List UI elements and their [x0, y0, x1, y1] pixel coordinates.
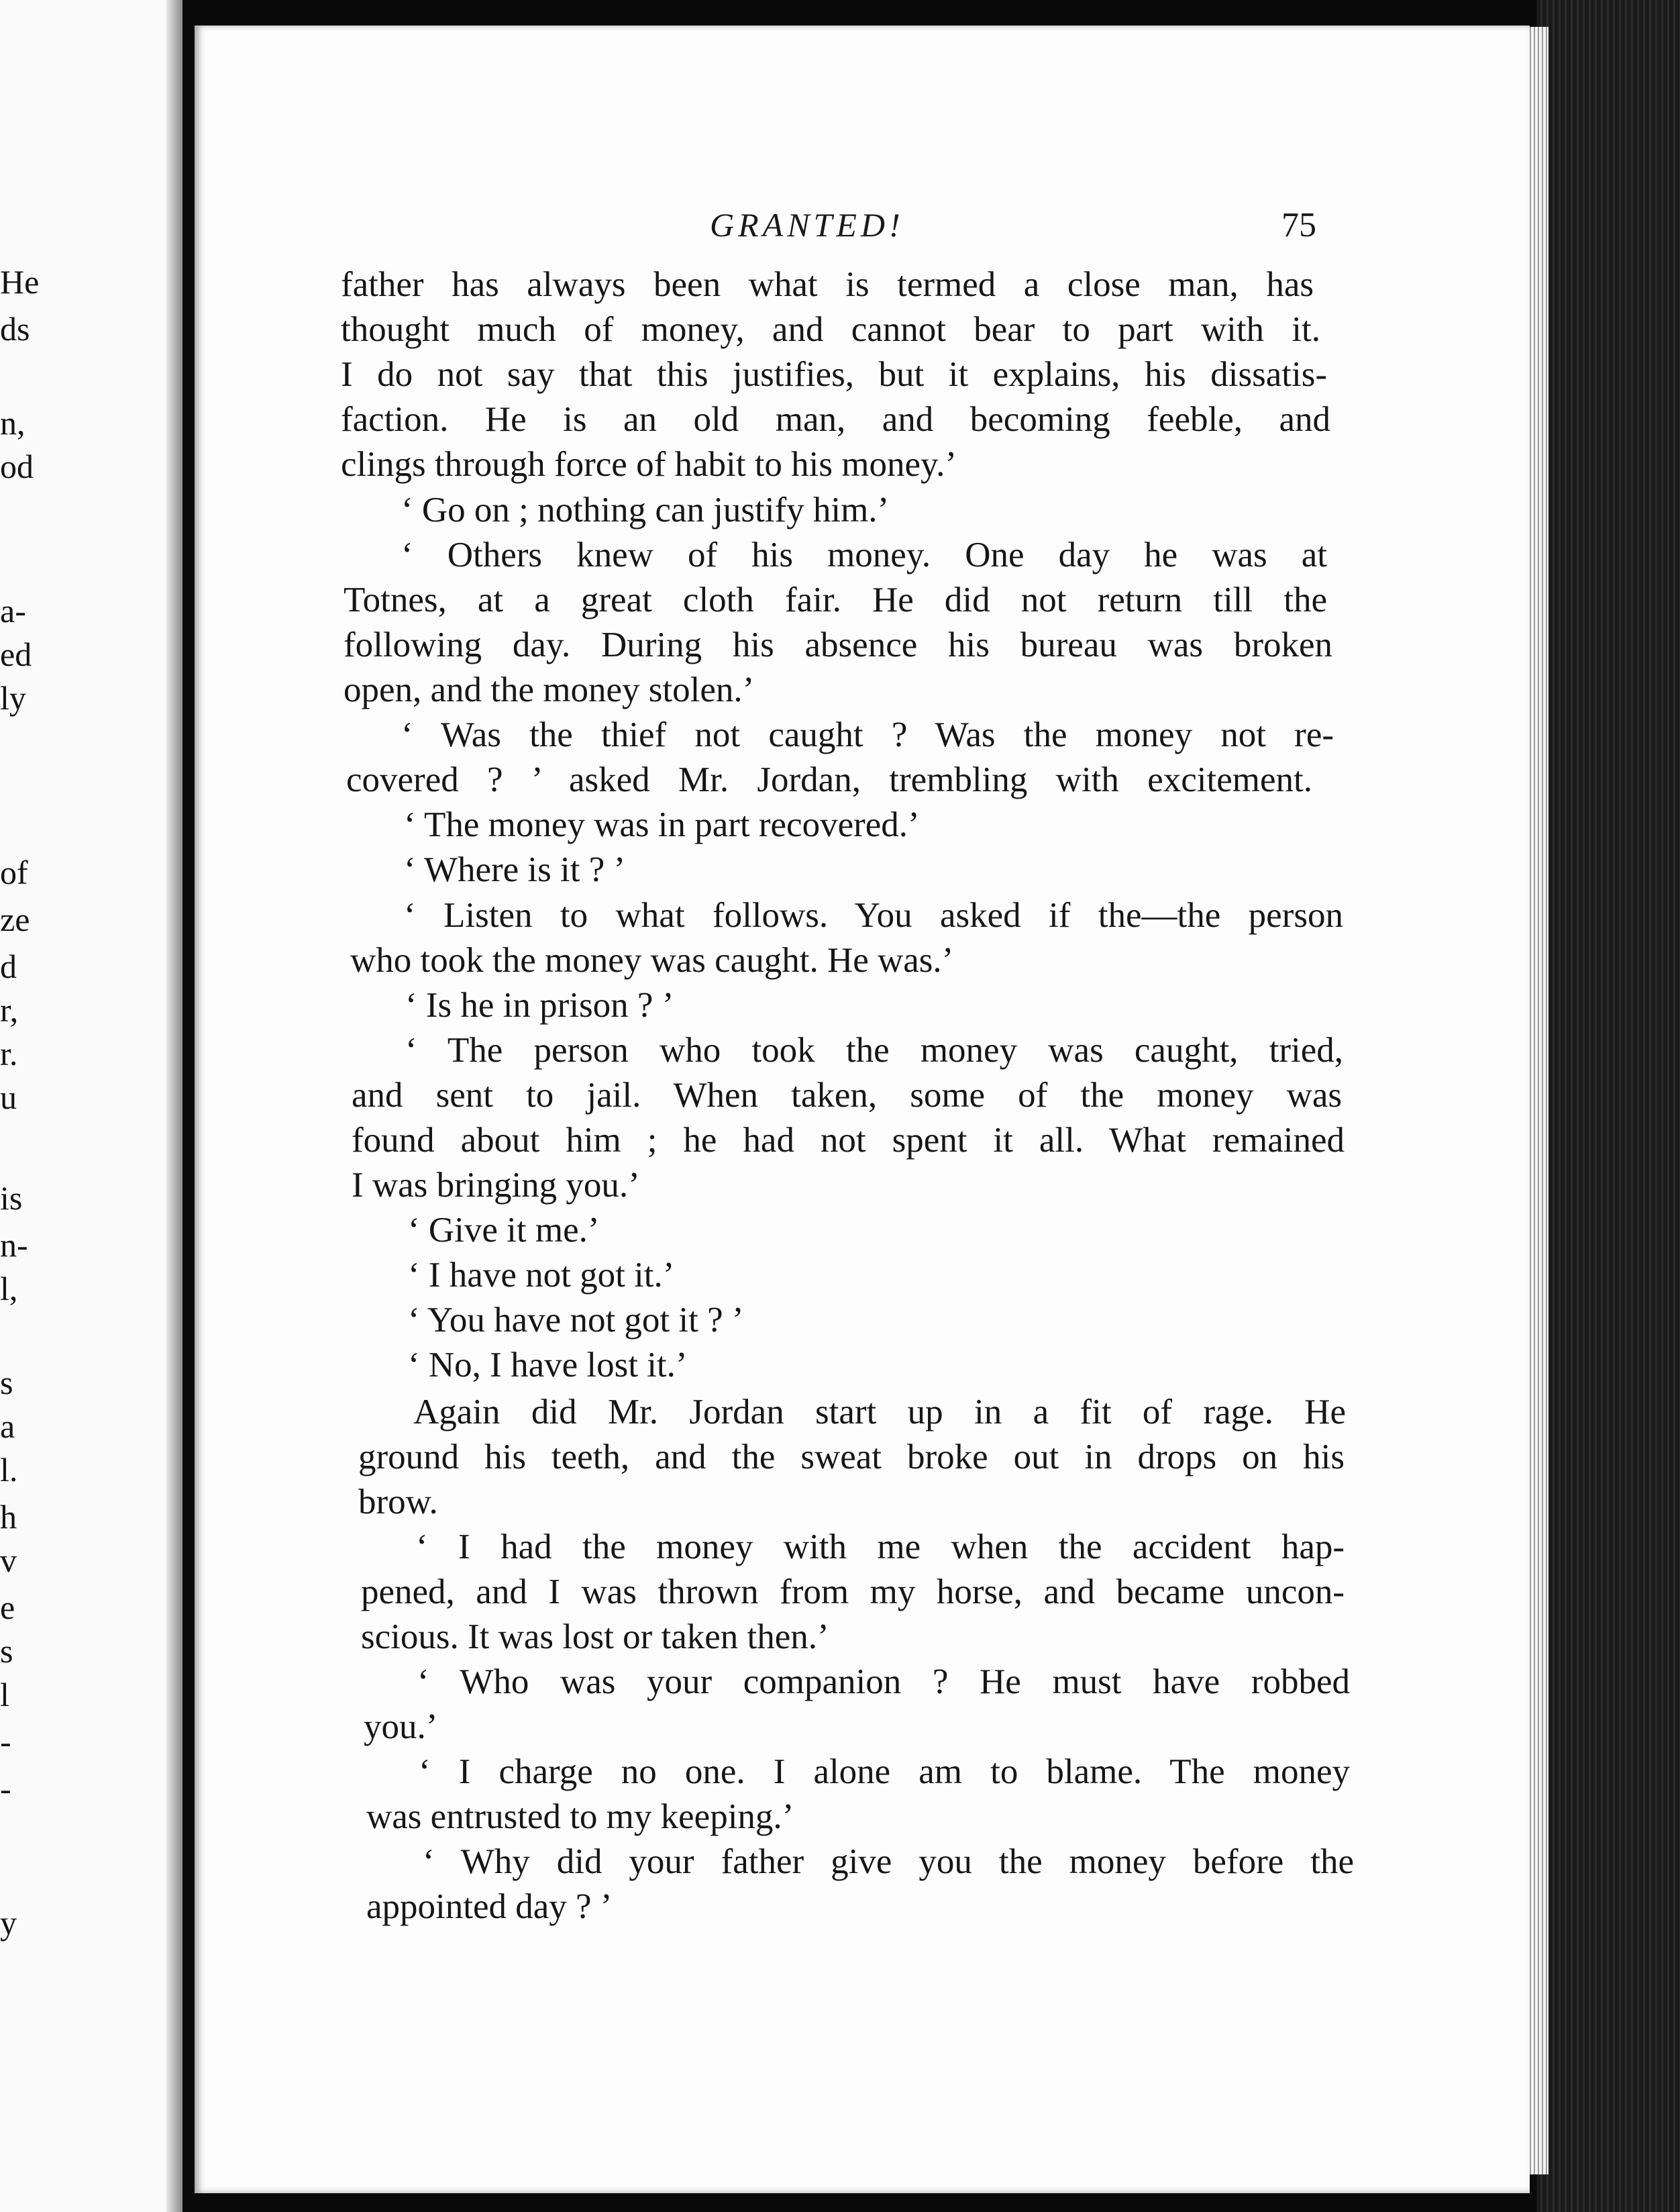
previous-page-line-end: n- [0, 1226, 28, 1264]
text-line: ‘ You have not got it ? ’ [408, 1301, 744, 1340]
previous-page-line-end: u [0, 1078, 17, 1116]
text-line: clings through force of habit to his money.’ [341, 445, 957, 484]
text-line: ‘ The money was in part recovered.’ [404, 805, 920, 844]
running-title: GRANTED! [710, 206, 904, 244]
text-line: you.’ [364, 1707, 438, 1746]
previous-page-line-end: r, [0, 991, 19, 1029]
text-line: ‘ Who was your companion ? He must have robbed [417, 1662, 1350, 1701]
text-line: open, and the money stolen.’ [344, 670, 755, 709]
text-line: pened, and I was thrown from my horse, and became uncon- [361, 1572, 1345, 1611]
body-text [195, 26, 1530, 2193]
previous-page-line-end: - [0, 1770, 11, 1807]
text-line: I was bringing you.’ [352, 1166, 640, 1205]
text-line: I do not say that this justifies, but it explains, his dissatis- [341, 355, 1327, 394]
text-line: faction. He is an old man, and becoming feeble, and [341, 400, 1330, 439]
text-line: ‘ Why did your father give you the money before the [423, 1842, 1354, 1881]
text-line: ‘ Go on ; nothing can justify him.’ [401, 491, 890, 530]
text-line: ground his teeth, and the sweat broke out in drops on his [358, 1438, 1345, 1476]
previous-page [0, 0, 182, 2212]
text-line: Totnes, at a great cloth fair. He did not return till the [344, 581, 1327, 619]
text-line: ‘ Listen to what follows. You asked if the—the person [404, 896, 1343, 935]
previous-page-line-end: l [0, 1676, 9, 1713]
previous-page-line-end: v [0, 1542, 17, 1579]
previous-page-line-end: of [0, 854, 28, 891]
text-line: brow. [358, 1482, 438, 1521]
text-line: was entrusted to my keeping.’ [366, 1797, 794, 1836]
previous-page-line-end: ed [0, 636, 32, 673]
previous-page-line-end: s [0, 1364, 13, 1401]
text-line: following day. During his absence his bureau was broken [344, 625, 1332, 664]
text-line: ‘ Was the thief not caught ? Was the money not re- [401, 715, 1334, 754]
text-line: and sent to jail. When taken, some of the money was [352, 1076, 1342, 1115]
previous-page-line-end: a- [0, 592, 26, 630]
text-line: thought much of money, and cannot bear to part with it. [341, 310, 1320, 349]
text-line: found about him ; he had not spent it all. What remained [352, 1121, 1345, 1160]
text-line: Again did Mr. Jordan start up in a fit of rage. He [413, 1393, 1346, 1431]
text-line: ‘ The person who took the money was caught, tried, [405, 1031, 1343, 1070]
previous-page-line-end: ly [0, 679, 26, 717]
page-edges [1527, 27, 1548, 2174]
previous-page-line-end: d [0, 948, 17, 985]
text-line: ‘ I have not got it.’ [408, 1256, 675, 1295]
previous-page-line-end: ds [0, 310, 30, 348]
previous-page-line-end: ze [0, 901, 30, 938]
text-line: ‘ No, I have lost it.’ [408, 1346, 688, 1385]
text-line: covered ? ’ asked Mr. Jordan, trembling with excitement. [346, 760, 1312, 799]
text-line: ‘ I had the money with me when the accident hap- [416, 1527, 1345, 1566]
text-line: scious. It was lost or taken then.’ [361, 1617, 829, 1656]
previous-page-line-end: r. [0, 1035, 18, 1072]
text-line: ‘ Where is it ? ’ [404, 850, 626, 889]
text-line: appointed day ? ’ [366, 1887, 613, 1926]
book-edge [1536, 0, 1680, 2212]
text-line: father has always been what is termed a close man, has [341, 265, 1314, 304]
book-gutter [166, 0, 182, 2212]
previous-page-line-end: e [0, 1589, 15, 1626]
previous-page-line-end: is [0, 1179, 23, 1217]
previous-page-line-end: He [0, 263, 40, 301]
page-number: 75 [1281, 206, 1316, 244]
text-line: ‘ Is he in prison ? ’ [405, 986, 674, 1025]
previous-page-line-end: - [0, 1723, 11, 1760]
previous-page-line-end: l. [0, 1451, 18, 1489]
text-line: ‘ Others knew of his money. One day he was at [401, 536, 1327, 574]
previous-page-line-end: od [0, 448, 34, 485]
previous-page-line-end: a [0, 1407, 15, 1445]
previous-page-line-end: y [0, 1904, 17, 1942]
previous-page-line-end: s [0, 1632, 13, 1670]
previous-page-line-end: l, [0, 1270, 18, 1307]
text-line: ‘ I charge no one. I alone am to blame. The money [419, 1752, 1350, 1791]
text-line: ‘ Give it me.’ [408, 1211, 600, 1250]
previous-page-line-end: n, [0, 404, 25, 442]
text-line: who took the money was caught. He was.’ [350, 941, 954, 980]
previous-page-line-end: h [0, 1498, 17, 1536]
book-page [195, 26, 1530, 2193]
